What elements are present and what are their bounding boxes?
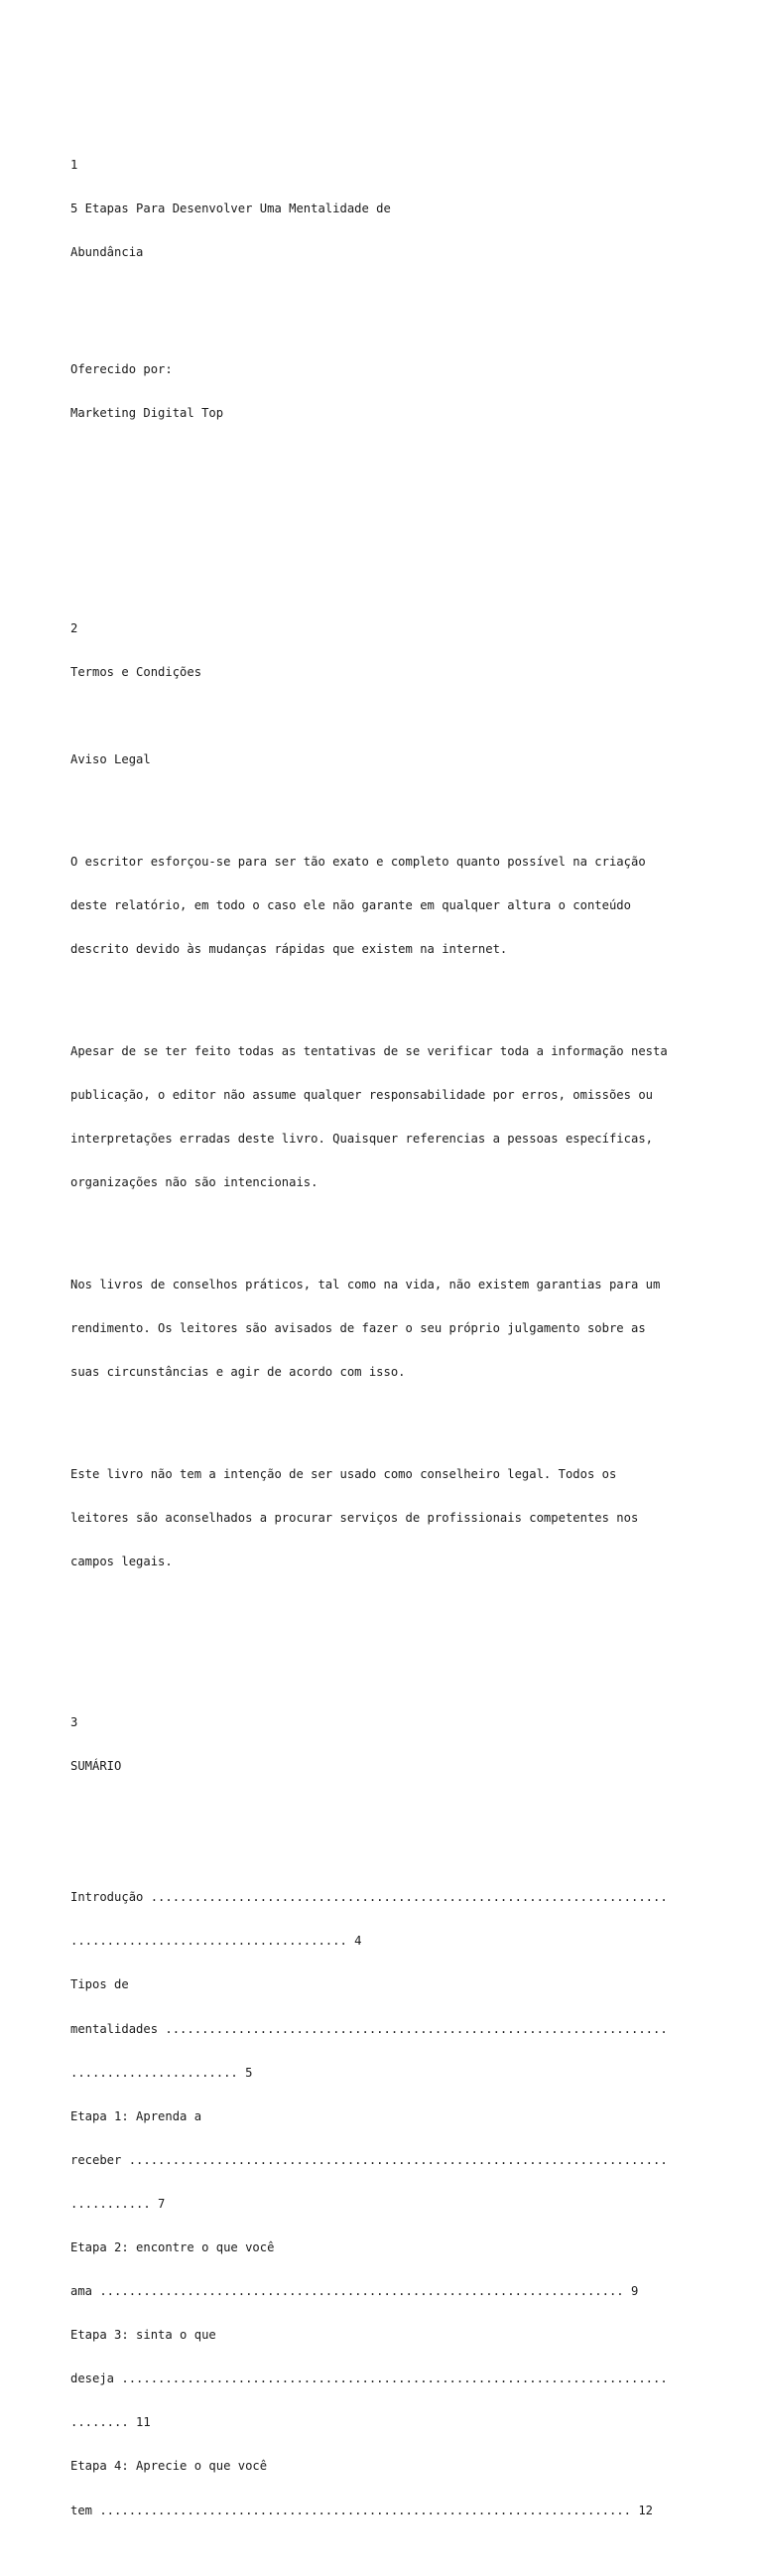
page-number-3: 3 [70, 1714, 78, 1729]
toc-line: ...................................... 4 [70, 1934, 362, 1949]
paragraph-line: Este livro não tem a intenção de ser usado como conselheiro legal. Todos os [70, 1467, 617, 1481]
toc-line: mentalidades ..................................................................... [70, 2021, 668, 2036]
toc-line: receber .......................................................................... [70, 2152, 668, 2167]
paragraph-line: O escritor esforçou-se para ser tão exato e completo quanto possível na criação [70, 854, 646, 869]
paragraph-line: leitores são aconselhados a procurar serviços de profissionais competentes nos [70, 1511, 639, 1526]
paragraph-line: publicação, o editor não assume qualquer responsabilidade por erros, omissões ou [70, 1087, 653, 1102]
toc-line: Etapa 3: sinta o que [70, 2328, 216, 2343]
document-title-line-2: Abundância [70, 245, 144, 259]
paragraph-line: descrito devido às mudanças rápidas que existem na internet. [70, 941, 508, 956]
toc-line: ........... 7 [70, 2196, 166, 2211]
terms-heading: Termos e Condições [70, 664, 202, 679]
toc-line: tem ......................................................................... 12 [70, 2503, 653, 2517]
page-number-2: 2 [70, 620, 78, 635]
toc-line: Etapa 1: Aprenda a [70, 2108, 202, 2123]
document-title-line-1: 5 Etapas Para Desenvolver Uma Mentalidade de [70, 201, 391, 215]
toc-line: ama ........................................................................ 9 [70, 2284, 639, 2299]
toc-line: Etapa 2: encontre o que você [70, 2240, 275, 2255]
toc-line: Tipos de [70, 1977, 129, 1992]
paragraph-line: organizações não são intencionais. [70, 1175, 318, 1190]
offered-by-label: Oferecido por: [70, 361, 173, 376]
paragraph-line: interpretações erradas deste livro. Quaisquer referencias a pessoas específicas, [70, 1131, 653, 1146]
toc-line: Etapa 4: Aprecie o que você [70, 2459, 268, 2474]
document-page [70, 99, 705, 2576]
toc-line: deseja ........................................................................... [70, 2372, 668, 2386]
offered-by-name: Marketing Digital Top [70, 405, 224, 420]
paragraph-line: suas circunstâncias e agir de acordo com isso. [70, 1365, 406, 1380]
toc-line: Introdução ....................................................................... [70, 1890, 668, 1905]
toc-heading: SUMÁRIO [70, 1758, 122, 1773]
toc-line: ....................... 5 [70, 2065, 253, 2080]
table-of-contents [70, 1861, 705, 2547]
paragraph-line: deste relatório, em todo o caso ele não garante em qualquer altura o conteúdo [70, 897, 631, 912]
paragraph-line: rendimento. Os leitores são avisados de fazer o seu próprio julgamento sobre as [70, 1321, 646, 1336]
paragraph-line: Apesar de se ter feito todas as tentativas de se verificar toda a informação nesta [70, 1043, 668, 1058]
paragraph-line: campos legais. [70, 1555, 173, 1569]
paragraph-line: Nos livros de conselhos práticos, tal como na vida, não existem garantias para um [70, 1277, 661, 1291]
toc-line: ........ 11 [70, 2415, 151, 2430]
legal-notice-heading: Aviso Legal [70, 751, 151, 766]
page-number-1: 1 [70, 157, 78, 172]
